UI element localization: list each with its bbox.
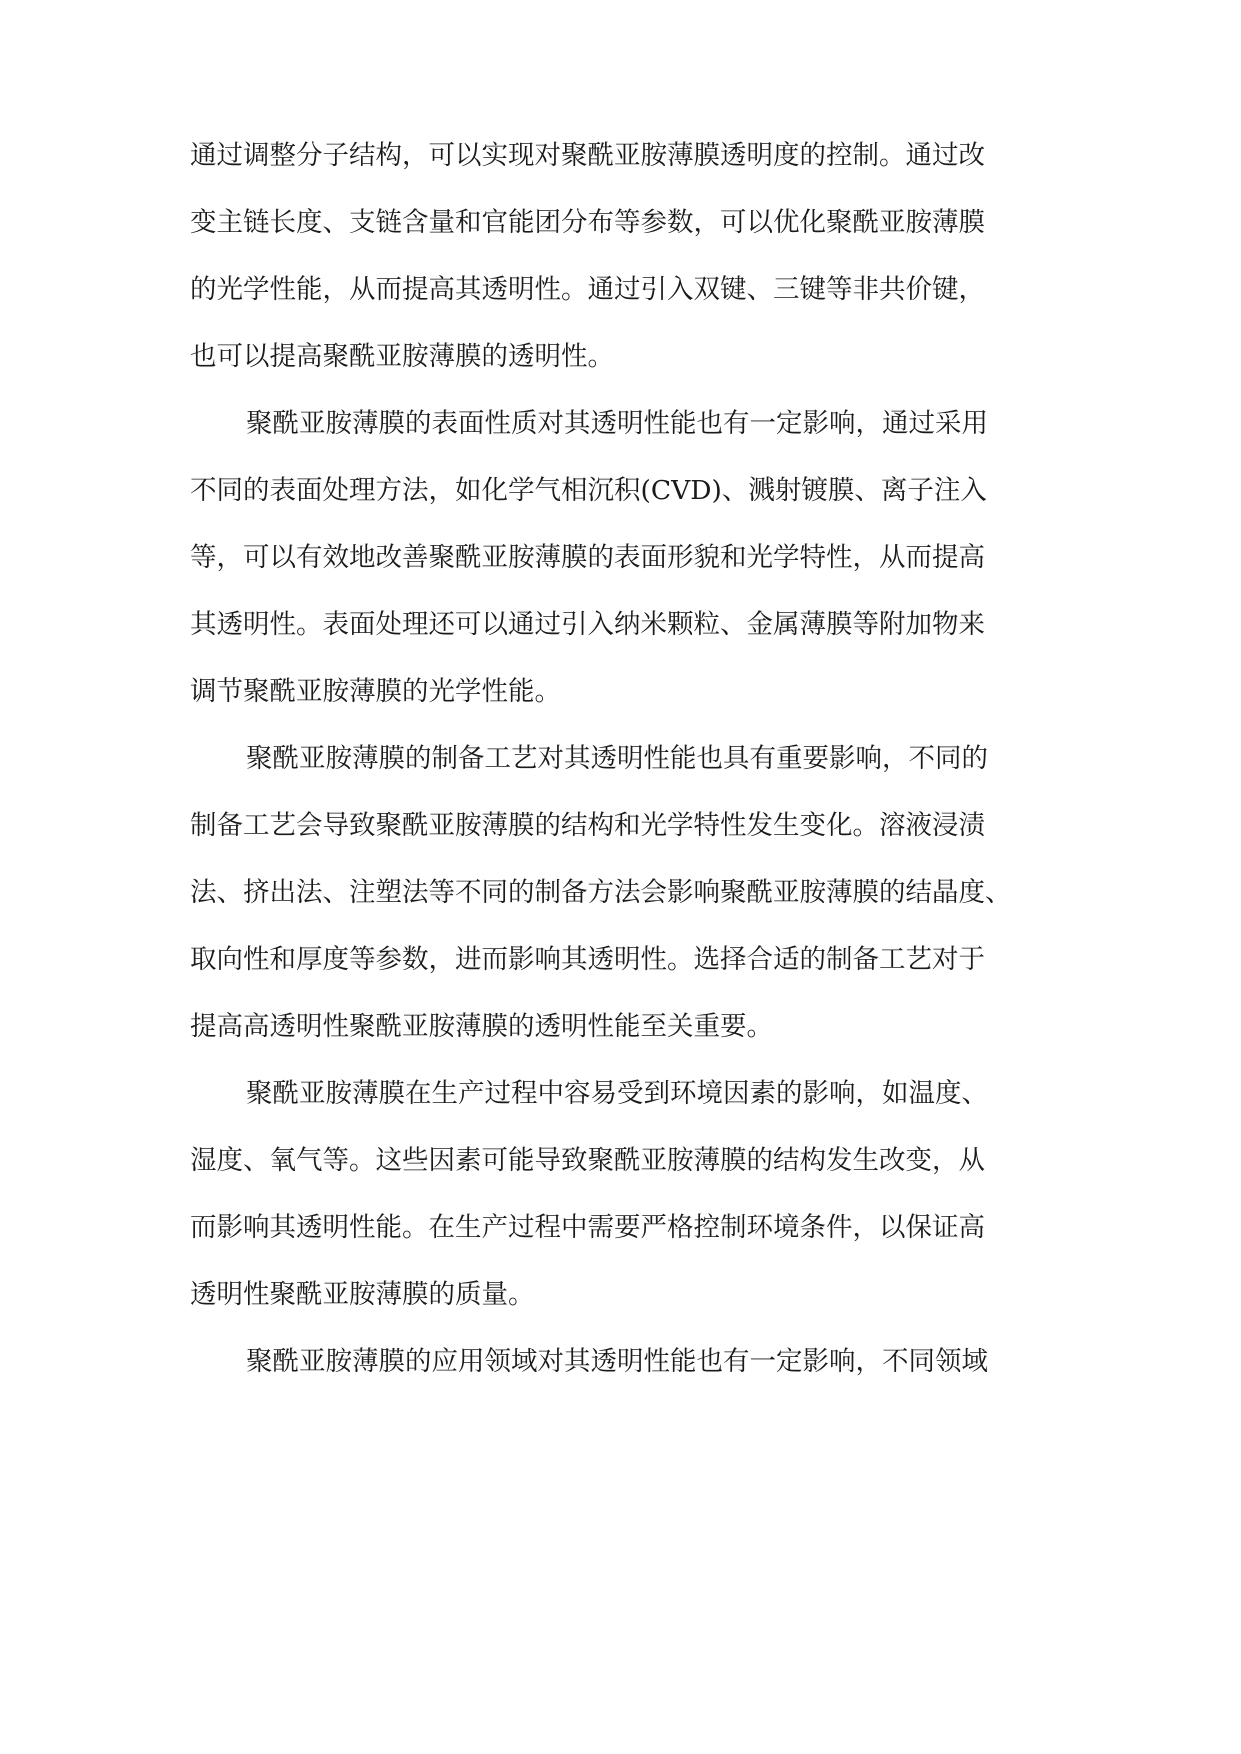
paragraph-4-line-1: 聚酰亚胺薄膜在生产过程中容易受到环境因素的影响，如温度、 [246,1078,988,1109]
paragraph-4-line-3: 而影响其透明性能。在生产过程中需要严格控制环境条件，以保证高 [190,1212,985,1243]
paragraph-1-line-2: 变主链长度、支链含量和官能团分布等参数，可以优化聚酰亚胺薄膜 [190,207,985,238]
paragraph-1-line-4: 也可以提高聚酰亚胺薄膜的透明性。 [190,341,614,372]
paragraph-1-line-1: 通过调整分子结构，可以实现对聚酰亚胺薄膜透明度的控制。通过改 [190,140,985,171]
paragraph-3-line-1: 聚酰亚胺薄膜的制备工艺对其透明性能也具有重要影响，不同的 [246,743,988,774]
paragraph-3-line-3: 法、挤出法、注塑法等不同的制备方法会影响聚酰亚胺薄膜的结晶度、 [190,877,1012,908]
paragraph-2-line-2: 不同的表面处理方法，如化学气相沉积(CVD)、溅射镀膜、离子注入 [190,475,987,506]
paragraph-4-line-4: 透明性聚酰亚胺薄膜的质量。 [190,1279,535,1310]
paragraph-5-line-1: 聚酰亚胺薄膜的应用领域对其透明性能也有一定影响，不同领域 [246,1346,988,1377]
paragraph-3-line-4: 取向性和厚度等参数，进而影响其透明性。选择合适的制备工艺对于 [190,944,985,975]
paragraph-1-line-3: 的光学性能，从而提高其透明性。通过引入双键、三键等非共价键， [190,274,985,305]
paragraph-4-line-2: 湿度、氧气等。这些因素可能导致聚酰亚胺薄膜的结构发生改变，从 [190,1145,985,1176]
paragraph-2-line-4: 其透明性。表面处理还可以通过引入纳米颗粒、金属薄膜等附加物来 [190,609,985,640]
paragraph-2-line-1: 聚酰亚胺薄膜的表面性质对其透明性能也有一定影响，通过采用 [246,408,988,439]
paragraph-3-line-5: 提高高透明性聚酰亚胺薄膜的透明性能至关重要。 [190,1011,773,1042]
paragraph-2-line-5: 调节聚酰亚胺薄膜的光学性能。 [190,676,561,707]
paragraph-3-line-2: 制备工艺会导致聚酰亚胺薄膜的结构和光学特性发生变化。溶液浸渍 [190,810,985,841]
paragraph-2-line-3: 等，可以有效地改善聚酰亚胺薄膜的表面形貌和光学特性，从而提高 [190,542,985,573]
